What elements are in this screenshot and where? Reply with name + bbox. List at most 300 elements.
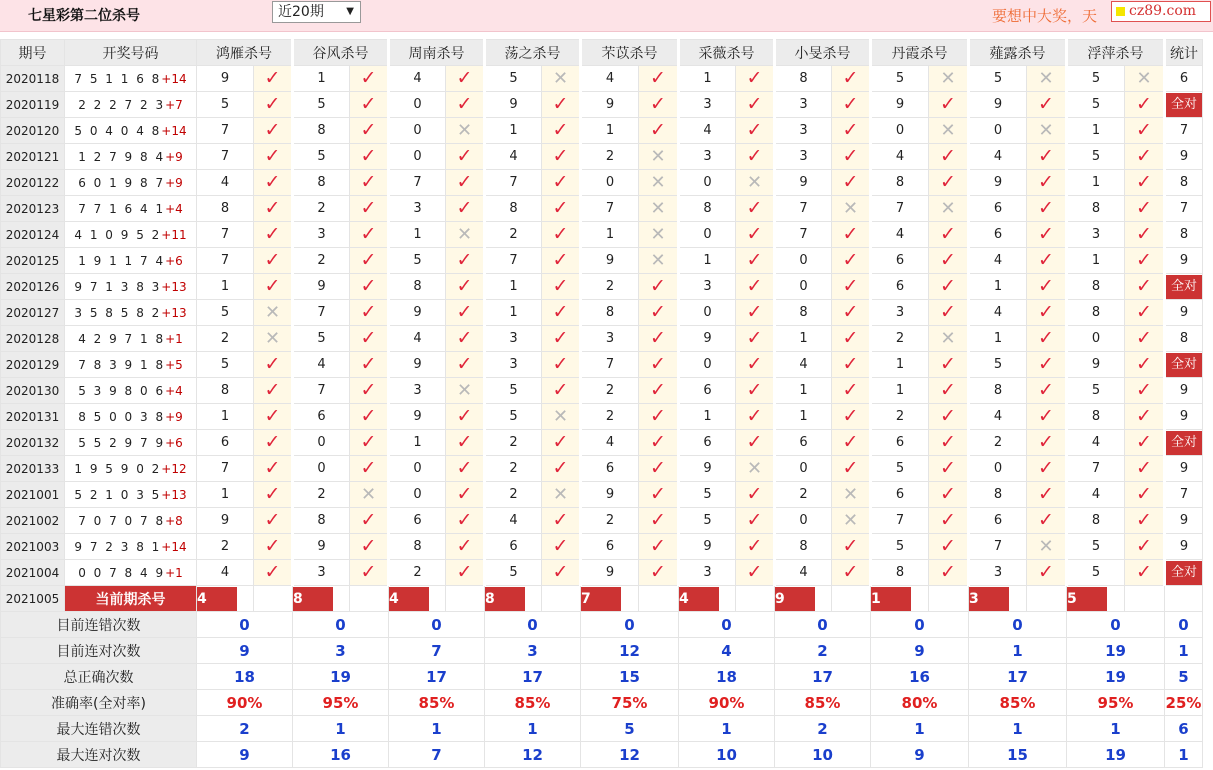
period-cell: 2020130: [1, 378, 65, 404]
stats-value: 85%: [485, 690, 581, 716]
period-cell: 2020125: [1, 248, 65, 274]
kill-number-cell: 5: [293, 144, 350, 170]
check-icon: ✓: [552, 379, 569, 401]
result-cell: [1027, 248, 1067, 274]
draw-sum: +13: [161, 305, 187, 320]
check-icon: ✓: [456, 535, 473, 557]
draw-numbers-cell: [65, 248, 197, 274]
kill-number-cell: 5: [389, 248, 446, 274]
kill-number-cell: 1: [969, 274, 1027, 300]
stat-cell: [1165, 92, 1203, 118]
cross-icon: ✕: [940, 119, 956, 141]
kill-number-cell: 0: [679, 300, 736, 326]
period-range-select[interactable]: [272, 1, 361, 23]
stats-value: 16: [293, 742, 389, 768]
result-cell: [929, 508, 969, 534]
kill-number-cell: 9: [581, 482, 639, 508]
current-kill-cell: [389, 586, 446, 612]
kill-number-cell: 0: [293, 456, 350, 482]
column-header-method: 荡之杀号: [485, 40, 581, 66]
result-cell: [639, 274, 679, 300]
stat-cell: 8: [1165, 170, 1203, 196]
draw-numbers-cell: [65, 534, 197, 560]
result-cell: [639, 170, 679, 196]
table-row: [1, 248, 1203, 274]
current-kill-cell: [485, 586, 542, 612]
result-cell: [736, 274, 775, 300]
check-icon: ✓: [746, 145, 763, 167]
cross-icon: ✕: [264, 301, 281, 323]
result-cell: [1027, 118, 1067, 144]
check-icon: ✓: [746, 119, 763, 141]
result-cell: [639, 456, 679, 482]
cross-icon: ✕: [842, 509, 859, 531]
kill-number-cell: 8: [485, 196, 542, 222]
check-icon: ✓: [842, 561, 859, 583]
current-kill-cell: [775, 586, 832, 612]
result-cell: [542, 248, 581, 274]
result-cell: [832, 92, 871, 118]
draw-numbers-cell: [65, 66, 197, 92]
result-cell: [832, 196, 871, 222]
draw-digits: 8 5 0 0 3 8: [78, 409, 166, 424]
kill-number-cell: 5: [679, 482, 736, 508]
stats-value: 0: [1067, 612, 1165, 638]
result-cell: [929, 534, 969, 560]
cross-icon: ✕: [456, 379, 473, 401]
table-row: [1, 326, 1203, 352]
check-icon: ✓: [940, 483, 956, 505]
kill-number-cell: 6: [969, 222, 1027, 248]
result-cell: [1027, 222, 1067, 248]
result-cell: [736, 300, 775, 326]
draw-numbers-cell: [65, 404, 197, 430]
result-cell: [254, 66, 293, 92]
kill-number-cell: 4: [775, 560, 832, 586]
check-icon: ✓: [1136, 119, 1152, 141]
result-cell: [929, 196, 969, 222]
result-cell: [254, 118, 293, 144]
result-cell: [1125, 274, 1165, 300]
kill-number-cell: 5: [1067, 92, 1125, 118]
check-icon: ✓: [940, 275, 956, 297]
stats-value: 2: [197, 716, 293, 742]
kill-number-cell: 2: [581, 508, 639, 534]
result-cell: [1125, 170, 1165, 196]
result-cell: [542, 196, 581, 222]
check-icon: ✓: [456, 327, 473, 349]
kill-number-cell: 7: [197, 118, 254, 144]
column-header-method: 采薇杀号: [679, 40, 775, 66]
check-icon: ✓: [360, 275, 377, 297]
current-blank-cell: [1027, 586, 1067, 612]
result-cell: [929, 92, 969, 118]
result-cell: [1027, 352, 1067, 378]
check-icon: ✓: [552, 535, 569, 557]
kill-number-cell: 7: [197, 456, 254, 482]
check-icon: ✓: [940, 223, 956, 245]
result-cell: [542, 326, 581, 352]
current-kill-badge: 5: [1067, 587, 1107, 611]
stats-value: 0: [1165, 612, 1203, 638]
result-cell: [929, 222, 969, 248]
result-cell: [639, 508, 679, 534]
check-icon: ✓: [842, 275, 859, 297]
kill-number-cell: 8: [197, 378, 254, 404]
stats-row: [1, 638, 1203, 664]
kill-number-cell: 0: [969, 118, 1027, 144]
site-logo[interactable]: [1111, 1, 1211, 22]
kill-number-cell: 9: [197, 66, 254, 92]
check-icon: ✓: [1136, 457, 1152, 479]
draw-digits: 7 8 3 9 1 8: [78, 357, 166, 372]
draw-digits: 5 0 4 0 4 8: [74, 123, 162, 138]
table-row: [1, 144, 1203, 170]
kill-number-cell: 5: [1067, 560, 1125, 586]
result-cell: [736, 326, 775, 352]
period-cell: 2020124: [1, 222, 65, 248]
stat-cell: [1165, 352, 1203, 378]
result-cell: [254, 508, 293, 534]
draw-digits: 1 2 7 9 8 4: [78, 149, 166, 164]
draw-numbers-cell: [65, 508, 197, 534]
stats-value: 0: [293, 612, 389, 638]
column-header-numbers: 开奖号码: [65, 40, 197, 66]
check-icon: ✓: [842, 405, 859, 427]
check-icon: ✓: [456, 275, 473, 297]
check-icon: ✓: [1136, 249, 1152, 271]
result-cell: [446, 352, 485, 378]
stats-value: 0: [969, 612, 1067, 638]
kill-number-cell: 4: [969, 144, 1027, 170]
stats-value: 18: [197, 664, 293, 690]
kill-number-cell: 0: [775, 456, 832, 482]
kill-number-cell: 4: [679, 118, 736, 144]
result-cell: [736, 456, 775, 482]
check-icon: ✓: [1136, 535, 1152, 557]
kill-number-cell: 4: [293, 352, 350, 378]
kill-number-cell: 7: [775, 222, 832, 248]
kill-number-cell: 4: [1067, 482, 1125, 508]
check-icon: ✓: [746, 561, 763, 583]
kill-number-cell: 9: [969, 170, 1027, 196]
check-icon: ✓: [1038, 353, 1054, 375]
check-icon: ✓: [552, 197, 569, 219]
table-header-row: [1, 40, 1203, 66]
result-cell: [736, 430, 775, 456]
current-stat-cell: [1165, 586, 1203, 612]
stats-label: 目前连错次数: [1, 612, 197, 638]
stats-label: 准确率(全对率): [1, 690, 197, 716]
result-cell: [1125, 534, 1165, 560]
check-icon: ✓: [842, 301, 859, 323]
current-kill-badge: 8: [293, 587, 333, 611]
check-icon: ✓: [456, 145, 473, 167]
result-cell: [1125, 378, 1165, 404]
stats-value: 85%: [969, 690, 1067, 716]
kill-number-cell: 3: [293, 560, 350, 586]
check-icon: ✓: [940, 535, 956, 557]
kill-number-cell: 8: [197, 196, 254, 222]
draw-sum: +14: [161, 539, 187, 554]
stats-value: 19: [1067, 664, 1165, 690]
check-icon: ✓: [1136, 223, 1152, 245]
draw-digits: 7 5 1 1 6 8: [74, 71, 162, 86]
check-icon: ✓: [264, 457, 281, 479]
check-icon: ✓: [650, 431, 666, 453]
kill-number-cell: 3: [871, 300, 929, 326]
result-cell: [1125, 196, 1165, 222]
draw-digits: 0 0 7 8 4 9: [78, 565, 166, 580]
kill-number-cell: 6: [197, 430, 254, 456]
kill-number-cell: 8: [775, 300, 832, 326]
result-cell: [254, 430, 293, 456]
kill-number-cell: 2: [871, 326, 929, 352]
check-icon: ✓: [264, 275, 281, 297]
stats-value: 0: [485, 612, 581, 638]
table-row: [1, 170, 1203, 196]
check-icon: ✓: [842, 431, 859, 453]
check-icon: ✓: [746, 301, 763, 323]
period-cell: 2021004: [1, 560, 65, 586]
kill-number-cell: 2: [485, 430, 542, 456]
kill-number-cell: 4: [1067, 430, 1125, 456]
check-icon: ✓: [552, 353, 569, 375]
result-cell: [1125, 352, 1165, 378]
kill-number-cell: 5: [485, 378, 542, 404]
kill-number-cell: 8: [389, 534, 446, 560]
kill-number-cell: 3: [1067, 222, 1125, 248]
result-cell: [446, 118, 485, 144]
kill-number-cell: 7: [1067, 456, 1125, 482]
kill-number-cell: 5: [293, 326, 350, 352]
chevron-down-icon: ▼: [346, 6, 354, 17]
kill-number-cell: 4: [389, 326, 446, 352]
result-cell: [254, 222, 293, 248]
kill-number-cell: 5: [485, 404, 542, 430]
check-icon: ✓: [1038, 301, 1054, 323]
result-cell: [639, 248, 679, 274]
check-icon: ✓: [1038, 93, 1054, 115]
kill-number-cell: 7: [197, 144, 254, 170]
cross-icon: ✕: [746, 457, 763, 479]
check-icon: ✓: [1038, 405, 1054, 427]
period-cell: 2020126: [1, 274, 65, 300]
kill-number-cell: 2: [581, 378, 639, 404]
current-blank-cell: [639, 586, 679, 612]
result-cell: [254, 404, 293, 430]
kill-number-cell: 3: [485, 352, 542, 378]
result-cell: [832, 248, 871, 274]
check-icon: ✓: [746, 223, 763, 245]
result-cell: [254, 92, 293, 118]
current-blank-cell: [929, 586, 969, 612]
result-cell: [350, 118, 389, 144]
kill-number-cell: 4: [775, 352, 832, 378]
result-cell: [446, 430, 485, 456]
stat-cell: 9: [1165, 248, 1203, 274]
result-cell: [929, 378, 969, 404]
draw-sum: +6: [165, 435, 183, 450]
result-cell: [542, 144, 581, 170]
check-icon: ✓: [940, 249, 956, 271]
kill-number-cell: 1: [969, 326, 1027, 352]
kill-number-cell: 0: [679, 352, 736, 378]
result-cell: [736, 144, 775, 170]
kill-number-cell: 6: [969, 508, 1027, 534]
current-kill-cell: [1067, 586, 1125, 612]
cross-icon: ✕: [650, 197, 666, 219]
result-cell: [639, 300, 679, 326]
kill-number-cell: 0: [1067, 326, 1125, 352]
cross-icon: ✕: [650, 145, 666, 167]
check-icon: ✓: [1038, 327, 1054, 349]
stats-row: [1, 690, 1203, 716]
kill-number-cell: 6: [485, 534, 542, 560]
cross-icon: ✕: [842, 483, 859, 505]
all-correct-badge: 全对: [1166, 275, 1202, 299]
result-cell: [350, 404, 389, 430]
kill-number-cell: 8: [775, 534, 832, 560]
result-cell: [254, 456, 293, 482]
kill-number-cell: 1: [197, 274, 254, 300]
result-cell: [1125, 430, 1165, 456]
kill-number-cell: 9: [871, 92, 929, 118]
kill-number-cell: 2: [197, 326, 254, 352]
check-icon: ✓: [456, 171, 473, 193]
draw-digits: 1 9 1 1 7 4: [78, 253, 166, 268]
kill-number-cell: 1: [581, 118, 639, 144]
stats-value: 10: [775, 742, 871, 768]
result-cell: [639, 534, 679, 560]
kill-number-cell: 0: [389, 118, 446, 144]
check-icon: ✓: [456, 509, 473, 531]
column-header-stat: 统计: [1165, 40, 1203, 66]
kill-number-cell: 0: [775, 248, 832, 274]
check-icon: ✓: [552, 301, 569, 323]
result-cell: [1125, 92, 1165, 118]
result-cell: [929, 66, 969, 92]
draw-digits: 5 2 1 0 3 5: [74, 487, 162, 502]
check-icon: ✓: [552, 327, 569, 349]
kill-number-cell: 9: [485, 92, 542, 118]
check-icon: ✓: [650, 535, 666, 557]
result-cell: [254, 196, 293, 222]
current-period-cell: 2021005: [1, 586, 65, 612]
check-icon: ✓: [360, 197, 377, 219]
stats-value: 1: [969, 716, 1067, 742]
kill-number-cell: 0: [389, 92, 446, 118]
kill-number-cell: 3: [293, 222, 350, 248]
result-cell: [350, 378, 389, 404]
check-icon: ✓: [456, 197, 473, 219]
check-icon: ✓: [552, 431, 569, 453]
result-cell: [1125, 326, 1165, 352]
result-cell: [639, 66, 679, 92]
result-cell: [929, 430, 969, 456]
stats-value: 75%: [581, 690, 679, 716]
kill-number-cell: 6: [871, 482, 929, 508]
check-icon: ✓: [1136, 275, 1152, 297]
check-icon: ✓: [842, 67, 859, 89]
result-cell: [639, 430, 679, 456]
check-icon: ✓: [552, 119, 569, 141]
stat-cell: 8: [1165, 326, 1203, 352]
stats-value: 3: [485, 638, 581, 664]
draw-sum: +9: [165, 175, 183, 190]
check-icon: ✓: [264, 379, 281, 401]
check-icon: ✓: [1038, 197, 1054, 219]
check-icon: ✓: [264, 431, 281, 453]
cross-icon: ✕: [456, 119, 473, 141]
stats-value: 10: [679, 742, 775, 768]
cross-icon: ✕: [456, 223, 473, 245]
cross-icon: ✕: [1038, 119, 1054, 141]
table-row: [1, 274, 1203, 300]
kill-number-cell: 3: [581, 326, 639, 352]
result-cell: [929, 326, 969, 352]
check-icon: ✓: [552, 145, 569, 167]
kill-number-cell: 7: [581, 352, 639, 378]
kill-number-cell: 0: [293, 430, 350, 456]
result-cell: [542, 378, 581, 404]
kill-number-cell: 4: [969, 300, 1027, 326]
cross-icon: ✕: [1136, 67, 1152, 89]
current-kill-badge: 7: [581, 587, 621, 611]
result-cell: [639, 352, 679, 378]
result-cell: [1125, 508, 1165, 534]
check-icon: ✓: [360, 353, 377, 375]
result-cell: [736, 534, 775, 560]
current-kill-cell: [679, 586, 736, 612]
check-icon: ✓: [650, 67, 666, 89]
check-icon: ✓: [1038, 249, 1054, 271]
draw-digits: 5 5 2 9 7 9: [78, 435, 166, 450]
kill-number-cell: 4: [197, 170, 254, 196]
result-cell: [350, 92, 389, 118]
draw-sum: +7: [165, 97, 183, 112]
kill-number-cell: 2: [293, 196, 350, 222]
check-icon: ✓: [1038, 509, 1054, 531]
result-cell: [929, 352, 969, 378]
result-cell: [350, 144, 389, 170]
result-cell: [639, 404, 679, 430]
check-icon: ✓: [650, 561, 666, 583]
check-icon: ✓: [650, 405, 666, 427]
kill-number-cell: 8: [871, 560, 929, 586]
result-cell: [832, 222, 871, 248]
all-correct-badge: 全对: [1166, 431, 1202, 455]
stats-value: 0: [775, 612, 871, 638]
kill-number-cell: 0: [775, 274, 832, 300]
column-header-method: 周南杀号: [389, 40, 485, 66]
current-kill-badge: 4: [389, 587, 429, 611]
kill-number-cell: 0: [679, 170, 736, 196]
draw-numbers-cell: [65, 456, 197, 482]
check-icon: ✓: [746, 483, 763, 505]
result-cell: [446, 534, 485, 560]
result-cell: [832, 482, 871, 508]
stats-value: 1: [293, 716, 389, 742]
cross-icon: ✕: [552, 405, 569, 427]
table-row: [1, 196, 1203, 222]
column-header-method: 丹霞杀号: [871, 40, 969, 66]
result-cell: [832, 144, 871, 170]
cross-icon: ✕: [746, 171, 763, 193]
draw-numbers-cell: [65, 352, 197, 378]
result-cell: [350, 196, 389, 222]
cross-icon: ✕: [650, 223, 666, 245]
